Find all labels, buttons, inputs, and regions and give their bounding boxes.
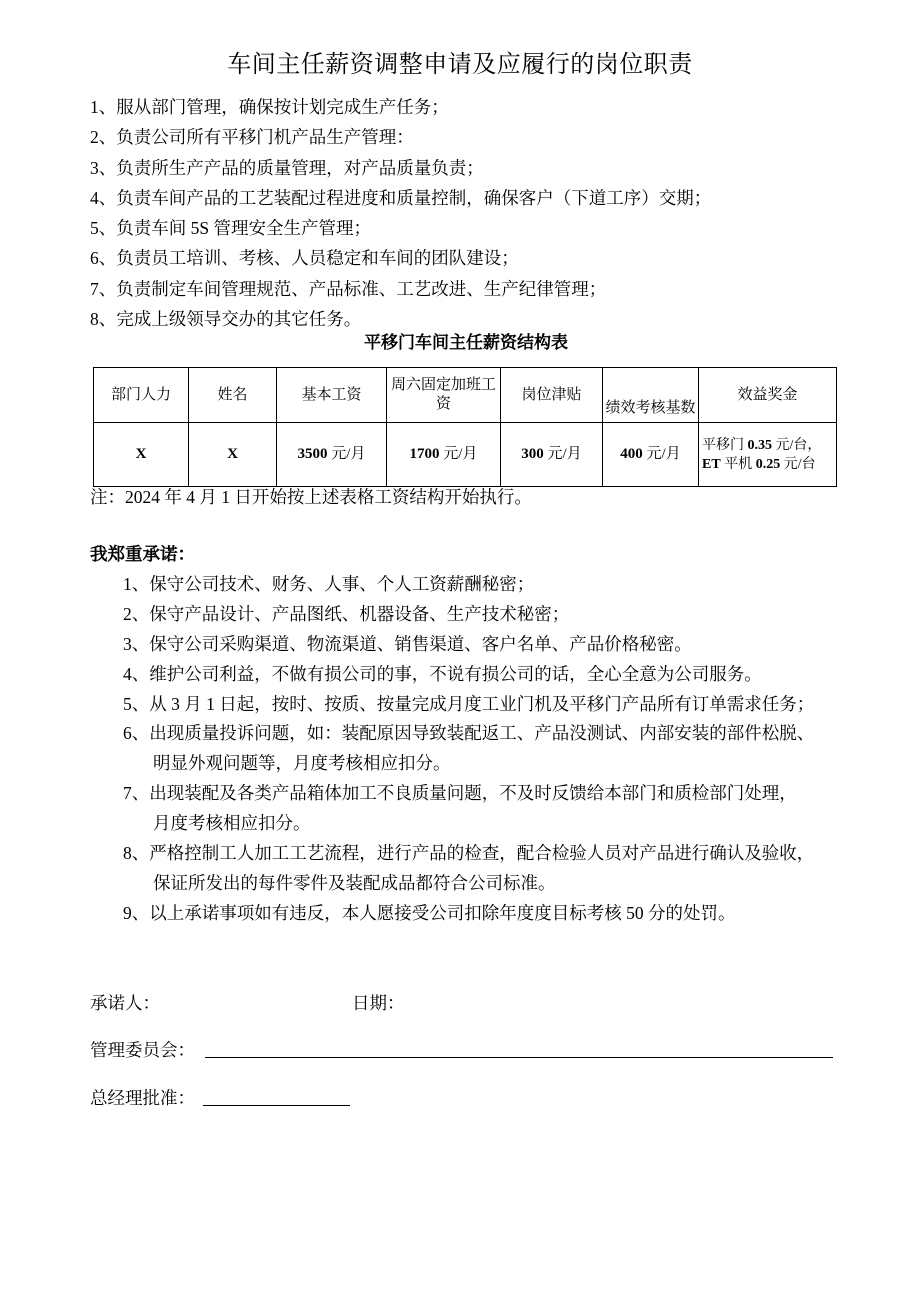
numeric-value: X — [135, 446, 147, 462]
duty-item: 4、负责车间产品的工艺装配过程进度和质量控制，确保客户（下道工序）交期； — [90, 187, 712, 208]
committee-label: 管理委员会： — [90, 1040, 195, 1060]
pledge-item — [123, 570, 814, 600]
header-performance-base: 绩效考核基数 — [603, 368, 699, 423]
general-manager-signature-line — [203, 1105, 350, 1106]
salary-structure-table — [93, 367, 837, 487]
pledge-item — [123, 839, 814, 899]
cell-bonus — [699, 423, 837, 487]
pledge-line: 6、出现质量投诉问题，如：装配原因导致装配返工、产品没测试、内部安装的部件松脱、 — [123, 723, 815, 744]
header-bonus: 效益奖金 — [699, 368, 837, 423]
duty-item: 8、完成上级领导交办的其它任务。 — [90, 309, 362, 330]
pledge-item — [123, 660, 814, 690]
pledge-line: 2、保守产品设计、产品图纸、机器设备、生产技术秘密； — [123, 603, 570, 624]
pledge-item — [123, 630, 814, 660]
cell-position-allowance: 300 元/月 — [501, 423, 603, 487]
pledge-line: 1、保守公司技术、财务、人事、个人工资薪酬秘密； — [123, 574, 535, 594]
numeric-value: 0.25 — [755, 456, 781, 472]
duty-item: 1、服从部门管理，确保按计划完成生产任务； — [90, 97, 449, 117]
numeric-value: X — [227, 446, 238, 462]
salary-table-caption: 平移门车间主任薪资结构表 — [364, 333, 568, 352]
promisor-label: 承诺人： — [90, 993, 160, 1013]
table-row — [94, 423, 837, 487]
bonus-line: 平移门 0.35 元/台， — [702, 437, 822, 453]
pledge-line-continued: 明显外观问题等，月度考核相应扣分。 — [153, 753, 451, 774]
pledge-line: 5、从 3 月 1 日起，按时、按质、按量完成月度工业门机及平移门产品所有订单需求任务； — [123, 693, 815, 714]
duty-item: 2、负责公司所有平移门机产品生产管理： — [90, 127, 414, 148]
pledge-list — [123, 570, 814, 929]
pledge-line: 3、保守公司采购渠道、物流渠道、销售渠道、客户名单、产品价格秘密。 — [123, 633, 692, 654]
pledge-item — [123, 899, 814, 929]
general-manager-label: 总经理批准： — [90, 1088, 195, 1108]
pledge-item — [123, 719, 814, 779]
committee-signature-line — [205, 1057, 833, 1058]
header-base-salary: 基本工资 — [277, 368, 387, 423]
cell-saturday-overtime-pay: 1700 元/月 — [387, 423, 501, 487]
pledge-item — [123, 779, 814, 839]
numeric-value: ET — [702, 456, 721, 472]
pledge-line: 9、以上承诺事项如有违反，本人愿接受公司扣除年度度目标考核 50 分的处罚。 — [123, 902, 736, 923]
pledge-line: 7、出现装配及各类产品箱体加工不良质量问题，不及时反馈给本部门和质检部门处理， — [123, 783, 797, 804]
numeric-value: 1700 — [409, 446, 440, 462]
pledge-item — [123, 690, 814, 720]
duty-item: 5、负责车间 5S 管理安全生产管理； — [90, 218, 371, 239]
pledge-line-continued: 保证所发出的每件零件及装配成品都符合公司标准。 — [153, 872, 556, 893]
cell-name — [189, 423, 277, 487]
duty-item: 6、负责员工培训、考核、人员稳定和车间的团队建设； — [90, 248, 519, 269]
duty-item: 3、负责所生产产品的质量管理，对产品质量负责； — [90, 157, 484, 178]
duties-list — [90, 92, 711, 334]
table-header-row — [94, 368, 837, 423]
header-position-allowance: 岗位津贴 — [501, 368, 603, 423]
pledge-item — [123, 600, 814, 630]
cell-department-staff — [94, 423, 189, 487]
cell-base-salary: 3500 元/月 — [277, 423, 387, 487]
header-department-staff: 部门人力 — [94, 368, 189, 423]
table-note: 注：2024 年 4 月 1 日开始按上述表格工资结构开始执行。 — [90, 487, 532, 507]
pledge-heading: 我郑重承诺： — [90, 544, 195, 564]
numeric-value: 3500 — [297, 446, 328, 462]
bonus-line: ET 平机 0.25 元/台 — [702, 456, 816, 472]
document-title: 车间主任薪资调整申请及应履行的岗位职责 — [227, 52, 693, 78]
duty-item: 7、负责制定车间管理规范、产品标准、工艺改进、生产纪律管理； — [90, 278, 607, 299]
date-label: 日期： — [352, 993, 405, 1013]
header-saturday-overtime-pay: 周六固定加班工资 — [387, 368, 501, 423]
pledge-line: 8、严格控制工人加工工艺流程，进行产品的检查，配合检验人员对产品进行确认及验收， — [123, 843, 815, 864]
header-name: 姓名 — [189, 368, 277, 423]
pledge-line-continued: 月度考核相应扣分。 — [153, 813, 311, 834]
numeric-value: 300 — [521, 446, 544, 462]
numeric-value: 400 — [620, 446, 643, 462]
pledge-line: 4、维护公司利益，不做有损公司的事，不说有损公司的话，全心全意为公司服务。 — [123, 663, 762, 684]
numeric-value: 0.35 — [747, 437, 772, 453]
cell-performance-base: 400 元/月 — [603, 423, 699, 487]
